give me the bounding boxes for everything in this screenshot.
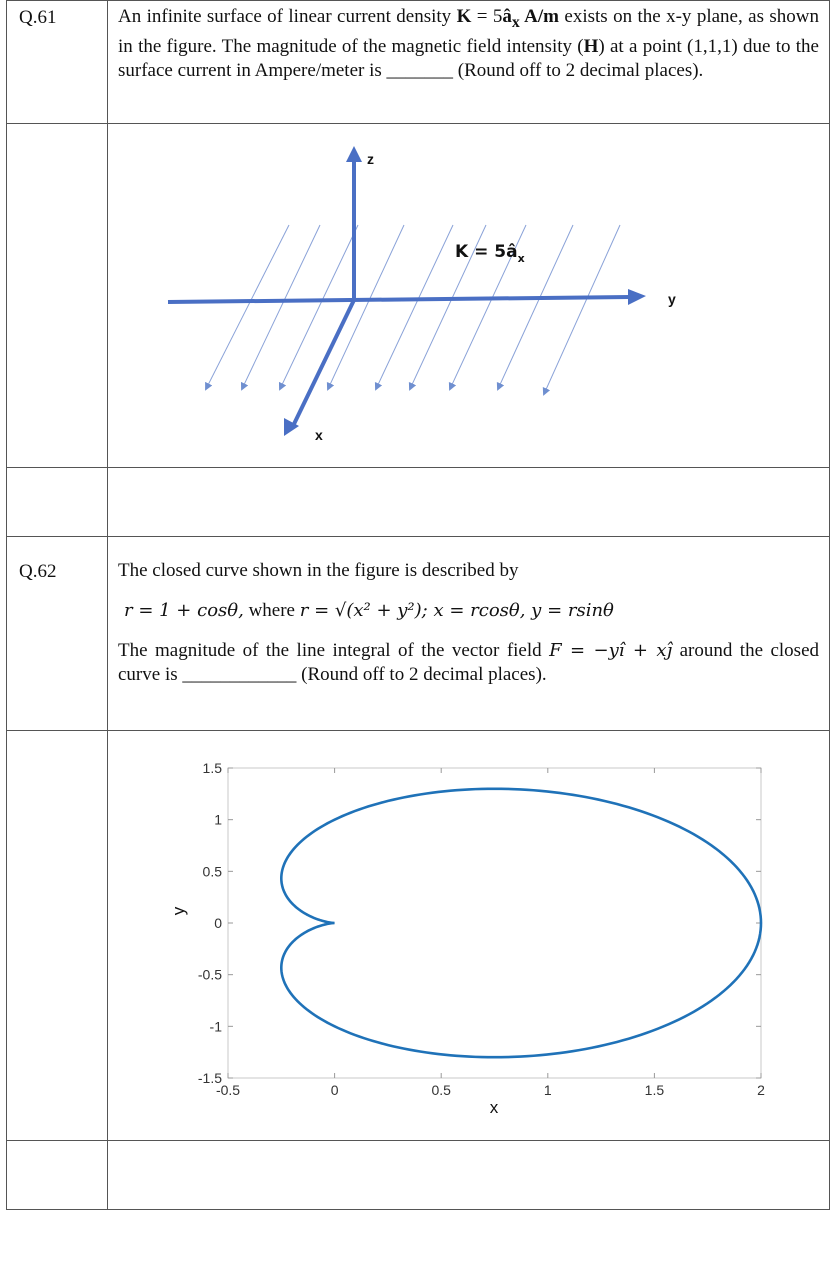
y-axis-label: y <box>169 906 188 916</box>
axis-label-z: z <box>367 151 374 167</box>
figure-cell-61 <box>108 124 830 468</box>
question-table <box>6 0 830 1210</box>
plot-frame <box>228 768 761 1078</box>
figure-cell-62 <box>108 731 830 1141</box>
x-tick-label: 0.5 <box>431 1082 451 1098</box>
current-line <box>328 225 404 389</box>
cardioid-plot <box>108 731 840 1139</box>
current-line <box>544 225 620 394</box>
x-tick-label: 2 <box>757 1082 765 1098</box>
axis-label-x: x <box>315 427 323 443</box>
current-lines <box>206 225 620 394</box>
y-tick-label: 1 <box>214 811 222 828</box>
q62-line-3: The magnitude of the line integral of the vector field F = −yî + xĵ around the closed curve is ____________ (Round off to 2 decimal places). <box>118 640 820 685</box>
empty-cell <box>7 468 108 537</box>
question-number-62: Q.62 <box>7 537 108 731</box>
figure-gutter-62 <box>7 731 108 1141</box>
x-tick-label: 0 <box>330 1082 339 1098</box>
x-axis-line <box>294 300 354 424</box>
x-ticks <box>216 768 765 1098</box>
empty-cell <box>7 1141 108 1210</box>
question-number-61: Q.61 <box>7 1 108 124</box>
x-tick-label: 1.5 <box>644 1082 665 1098</box>
y-axis-line <box>168 297 630 302</box>
z-axis-arrow <box>346 146 362 162</box>
x-tick-label: -0.5 <box>215 1082 241 1098</box>
y-tick-label: 1.5 <box>202 760 222 776</box>
q62-line-1: The closed curve shown in the figure is described by <box>118 560 519 581</box>
y-tick-label: 0 <box>214 915 222 931</box>
axis-label-y: y <box>668 291 676 307</box>
current-line <box>376 225 453 389</box>
y-axis-arrow <box>628 289 646 305</box>
current-sheet-figure <box>108 124 840 466</box>
y-tick-label: -1 <box>209 1018 222 1035</box>
empty-cell <box>108 1141 830 1210</box>
current-line <box>242 225 320 389</box>
axes-3d <box>168 146 646 436</box>
current-line <box>206 225 289 389</box>
question-text-62 <box>108 537 830 731</box>
current-line <box>280 225 358 389</box>
y-ticks <box>198 760 761 1086</box>
q62-equation: r = 1 + cosθ, where r = √(x² + y²); x = rcosθ, y = rsinθ <box>124 600 614 621</box>
y-tick-label: -0.5 <box>197 966 222 983</box>
x-axis-label: x <box>489 1098 499 1117</box>
cardioid-curve <box>281 789 761 1057</box>
x-tick-label: 1 <box>543 1082 552 1098</box>
y-tick-label: 0.5 <box>202 863 222 880</box>
figure-gutter-61 <box>7 124 108 468</box>
empty-cell <box>108 468 830 537</box>
question-text-61: An infinite surface of linear current density $K = 5â_x$ A/m exists on the x-y plane, as shown in the figure. The magnitude of the magnetic field intensity (H) at a point (1,1,1) due to the surface current in Ampere/meter is _______ (Round off to 2 decimal places). <box>108 1 830 124</box>
current-density-label: $K = 5â_x$ <box>455 242 525 265</box>
y-tick-label: -1.5 <box>197 1070 222 1086</box>
